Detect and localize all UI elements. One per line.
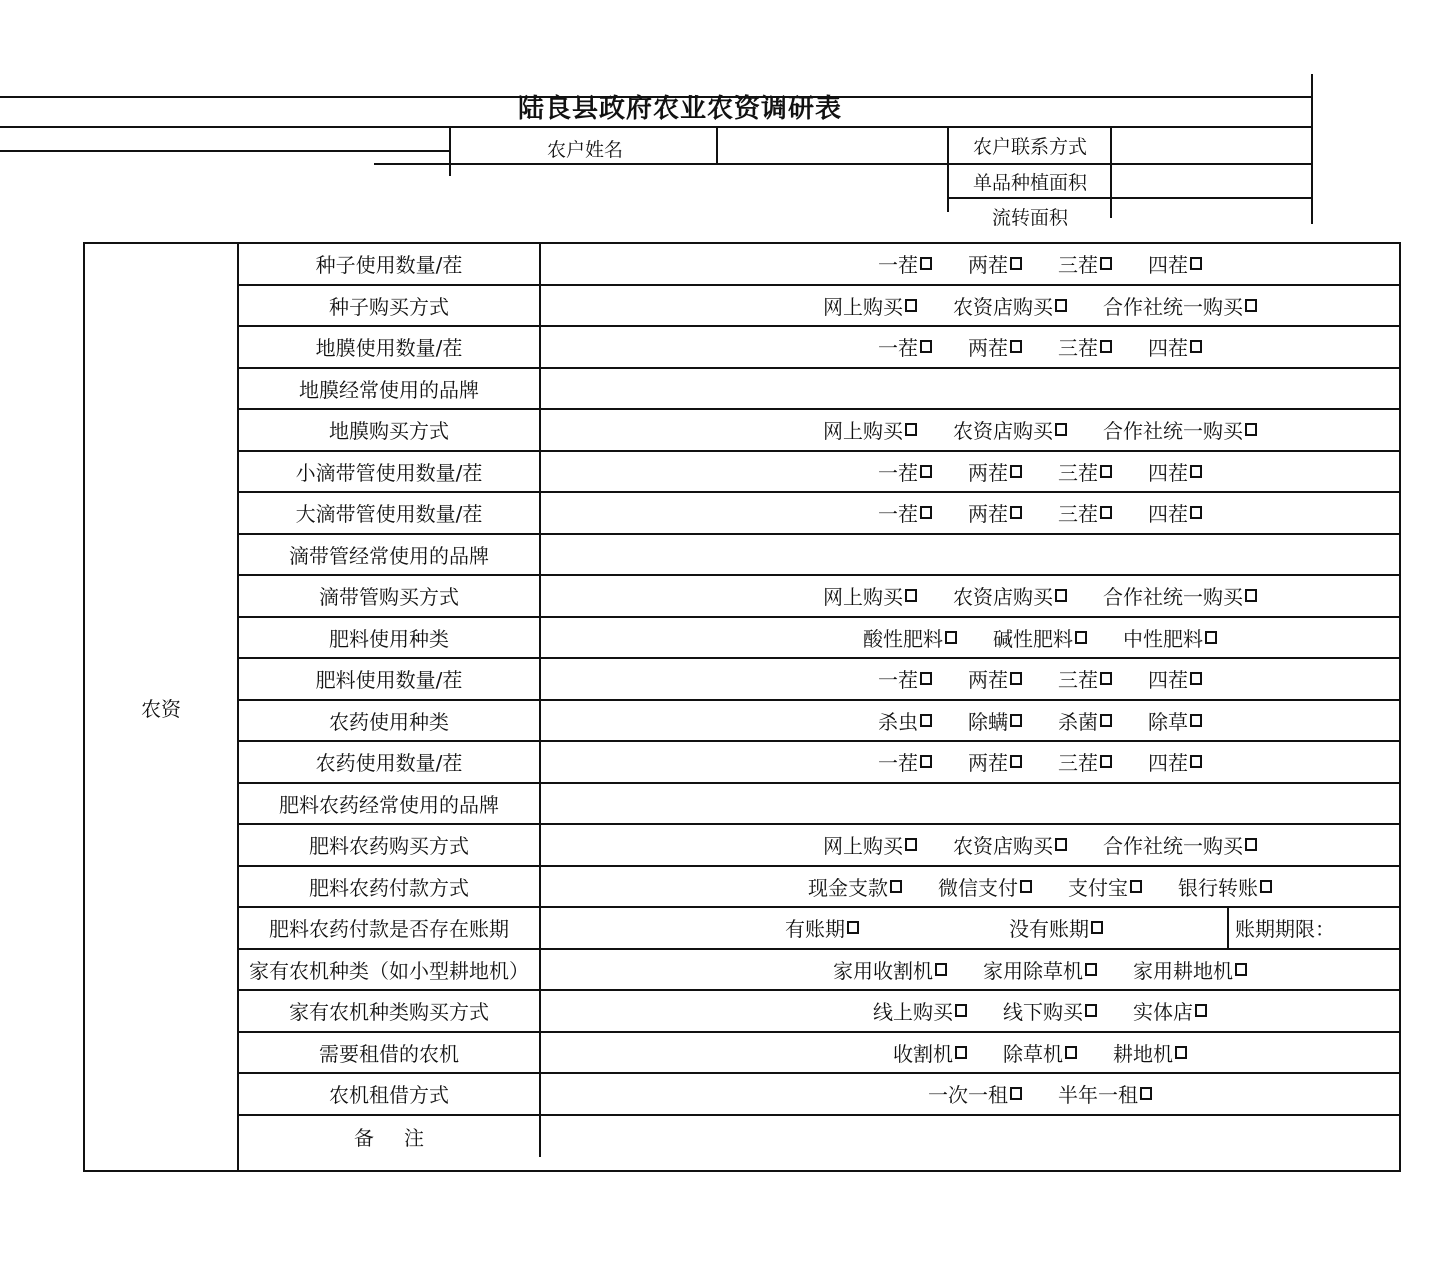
table-row — [239, 659, 1399, 701]
option-checkbox[interactable] — [823, 291, 917, 320]
option-checkbox[interactable] — [1058, 747, 1112, 776]
table-row — [239, 1074, 1399, 1116]
checkbox-square-icon[interactable] — [890, 880, 902, 893]
option-label: 三茬 — [1058, 502, 1098, 527]
table-row — [239, 369, 1399, 411]
option-label: 一茬 — [878, 502, 918, 527]
checkbox-square-icon[interactable] — [1091, 921, 1103, 934]
checkbox-square-icon[interactable] — [1010, 506, 1022, 519]
checkbox-square-icon[interactable] — [1190, 340, 1202, 353]
checkbox-square-icon[interactable] — [1020, 880, 1032, 893]
table-row — [239, 452, 1399, 494]
checkbox-square-icon[interactable] — [905, 838, 917, 851]
table-rows — [239, 244, 1399, 1170]
table-row — [239, 576, 1399, 618]
checkbox-square-icon[interactable] — [1085, 1004, 1097, 1017]
checkbox-square-icon[interactable] — [905, 589, 917, 602]
option-checkbox[interactable] — [1103, 830, 1257, 859]
option-checkbox[interactable] — [1058, 332, 1112, 361]
checkbox-square-icon[interactable] — [920, 506, 932, 519]
option-label: 微信支付 — [938, 875, 1018, 900]
checkbox-square-icon[interactable] — [1130, 880, 1142, 893]
checkbox-square-icon[interactable] — [1075, 631, 1087, 644]
option-label: 四茬 — [1148, 751, 1188, 776]
header-col-line-3 — [947, 128, 949, 212]
checkbox-square-icon[interactable] — [1100, 755, 1112, 768]
table-row — [239, 742, 1399, 784]
option-checkbox[interactable] — [1148, 706, 1202, 735]
checkbox-square-icon[interactable] — [1190, 755, 1202, 768]
option-checkbox[interactable] — [878, 664, 932, 693]
row-label: 地膜使用数量/茬 — [239, 327, 541, 367]
checkbox-square-icon[interactable] — [955, 1004, 967, 1017]
option-label: 三茬 — [1058, 253, 1098, 278]
option-label: 网上购买 — [823, 834, 903, 859]
option-group — [541, 908, 1227, 948]
checkbox-square-icon[interactable] — [1100, 506, 1112, 519]
agri-supplies-table — [83, 242, 1401, 1172]
checkbox-square-icon[interactable] — [1100, 257, 1112, 270]
checkbox-square-icon[interactable] — [1260, 880, 1272, 893]
option-checkbox[interactable] — [785, 913, 859, 942]
term-label[interactable]: 账期期限： — [1227, 908, 1399, 948]
option-label: 四茬 — [1148, 253, 1188, 278]
option-label: 两茬 — [968, 751, 1008, 776]
checkbox-square-icon[interactable] — [905, 299, 917, 312]
option-group — [541, 286, 1399, 326]
option-label: 三茬 — [1058, 751, 1098, 776]
checkbox-square-icon[interactable] — [1010, 1087, 1022, 1100]
header-col-line-4 — [1110, 128, 1112, 218]
header-row-line-1 — [0, 126, 1313, 128]
checkbox-square-icon[interactable] — [1140, 1087, 1152, 1100]
table-row — [239, 908, 1399, 950]
page-title: 陆良县政府农业农资调研表 — [517, 94, 842, 124]
row-label: 大滴带管使用数量/茬 — [239, 493, 541, 533]
option-label: 酸性肥料 — [863, 626, 943, 651]
header-col-line-1 — [449, 128, 451, 176]
checkbox-square-icon[interactable] — [1055, 589, 1067, 602]
checkbox-square-icon[interactable] — [920, 257, 932, 270]
checkbox-square-icon[interactable] — [920, 465, 932, 478]
option-label: 除草机 — [1003, 1041, 1063, 1066]
option-checkbox[interactable] — [968, 664, 1022, 693]
option-checkbox[interactable] — [1103, 581, 1257, 610]
checkbox-square-icon[interactable] — [1100, 714, 1112, 727]
row-label: 备注 — [239, 1116, 541, 1158]
option-checkbox[interactable] — [993, 623, 1087, 652]
table-row — [239, 1116, 1399, 1158]
option-label: 碱性肥料 — [993, 626, 1073, 651]
checkbox-square-icon[interactable] — [920, 672, 932, 685]
option-label: 家用耕地机 — [1133, 958, 1233, 983]
farmer-contact-label: 农户联系方式 — [972, 136, 1087, 158]
option-group — [541, 576, 1399, 616]
checkbox-square-icon[interactable] — [1065, 1046, 1077, 1059]
option-label: 四茬 — [1148, 336, 1188, 361]
option-label: 一次一租 — [928, 1083, 1008, 1108]
option-label: 一茬 — [878, 460, 918, 485]
option-label: 网上购买 — [823, 294, 903, 319]
checkbox-square-icon[interactable] — [935, 963, 947, 976]
option-label: 收割机 — [893, 1041, 953, 1066]
blank-entry-field[interactable] — [541, 369, 1399, 409]
blank-entry-field[interactable] — [541, 1116, 1399, 1158]
option-checkbox[interactable] — [873, 996, 967, 1025]
option-label: 现金支款 — [808, 875, 888, 900]
option-label: 合作社统一购买 — [1103, 419, 1243, 444]
option-label: 半年一租 — [1058, 1083, 1138, 1108]
option-label: 中性肥料 — [1123, 626, 1203, 651]
option-checkbox[interactable] — [938, 872, 1032, 901]
option-checkbox[interactable] — [1178, 872, 1272, 901]
checkbox-square-icon[interactable] — [905, 423, 917, 436]
checkbox-square-icon[interactable] — [1010, 672, 1022, 685]
option-label: 除螨 — [968, 709, 1008, 734]
option-checkbox[interactable] — [1003, 1038, 1077, 1067]
option-label: 两茬 — [968, 502, 1008, 527]
option-label: 线下购买 — [1003, 1000, 1083, 1025]
option-checkbox[interactable] — [1068, 872, 1142, 901]
option-checkbox[interactable] — [1103, 415, 1257, 444]
option-label: 农资店购买 — [953, 419, 1053, 444]
checkbox-square-icon[interactable] — [1190, 672, 1202, 685]
option-label: 三茬 — [1058, 460, 1098, 485]
checkbox-square-icon[interactable] — [1055, 838, 1067, 851]
option-checkbox[interactable] — [1058, 249, 1112, 278]
option-group — [541, 410, 1399, 450]
row-label: 小滴带管使用数量/茬 — [239, 452, 541, 492]
row-label: 滴带管购买方式 — [239, 576, 541, 616]
option-label: 农资店购买 — [953, 585, 1053, 610]
row-label: 需要租借的农机 — [239, 1033, 541, 1073]
row-label: 种子购买方式 — [239, 286, 541, 326]
table-row — [239, 950, 1399, 992]
cut-off-label — [952, 203, 1108, 229]
table-row — [239, 535, 1399, 577]
option-label: 四茬 — [1148, 460, 1188, 485]
option-group — [541, 867, 1399, 907]
option-checkbox[interactable] — [833, 955, 947, 984]
table-row — [239, 825, 1399, 867]
option-checkbox[interactable] — [968, 706, 1022, 735]
checkbox-square-icon[interactable] — [1055, 423, 1067, 436]
option-checkbox[interactable] — [1148, 747, 1202, 776]
row-label: 家有农机种类购买方式 — [239, 991, 541, 1031]
split-cell — [541, 908, 1399, 948]
row-label: 肥料农药经常使用的品牌 — [239, 784, 541, 824]
option-label: 银行转账 — [1178, 875, 1258, 900]
option-label: 一茬 — [878, 668, 918, 693]
option-checkbox[interactable] — [928, 1079, 1022, 1108]
option-label: 合作社统一购买 — [1103, 834, 1243, 859]
option-checkbox[interactable] — [1058, 664, 1112, 693]
option-label: 两茬 — [968, 460, 1008, 485]
option-checkbox[interactable] — [893, 1038, 967, 1067]
option-checkbox[interactable] — [1058, 1079, 1152, 1108]
checkbox-square-icon[interactable] — [1085, 963, 1097, 976]
option-label: 合作社统一购买 — [1103, 294, 1243, 319]
option-label: 家用收割机 — [833, 958, 933, 983]
row-label: 肥料使用数量/茬 — [239, 659, 541, 699]
header-row-line-2 — [0, 150, 449, 152]
option-checkbox[interactable] — [968, 332, 1022, 361]
checkbox-square-icon[interactable] — [1190, 257, 1202, 270]
option-checkbox[interactable] — [968, 457, 1022, 486]
checkbox-square-icon[interactable] — [1100, 340, 1112, 353]
option-label: 两茬 — [968, 668, 1008, 693]
option-checkbox[interactable] — [968, 249, 1022, 278]
option-checkbox[interactable] — [1058, 457, 1112, 486]
option-checkbox[interactable] — [878, 249, 932, 278]
option-label: 三茬 — [1058, 668, 1098, 693]
option-label: 有账期 — [785, 917, 845, 942]
checkbox-square-icon[interactable] — [1010, 465, 1022, 478]
option-label: 没有账期 — [1009, 917, 1089, 942]
checkbox-square-icon[interactable] — [1010, 755, 1022, 768]
option-label: 一茬 — [878, 336, 918, 361]
option-group — [541, 244, 1399, 284]
blank-entry-field[interactable] — [541, 535, 1399, 575]
option-group — [541, 991, 1399, 1031]
checkbox-square-icon[interactable] — [920, 340, 932, 353]
single-crop-area-label: 单品种植面积 — [972, 172, 1087, 194]
option-group — [541, 1033, 1399, 1073]
option-checkbox[interactable] — [968, 747, 1022, 776]
option-label: 家用除草机 — [983, 958, 1083, 983]
option-group — [541, 493, 1399, 533]
checkbox-square-icon[interactable] — [1190, 465, 1202, 478]
option-label: 三茬 — [1058, 336, 1098, 361]
option-label: 四茬 — [1148, 668, 1188, 693]
category-cell: 农资 — [85, 244, 239, 1170]
option-checkbox[interactable] — [863, 623, 957, 652]
table-row — [239, 286, 1399, 328]
blank-entry-field[interactable] — [541, 784, 1399, 824]
checkbox-square-icon[interactable] — [1205, 631, 1217, 644]
row-label: 滴带管经常使用的品牌 — [239, 535, 541, 575]
row-label: 家有农机种类（如小型耕地机） — [239, 950, 541, 990]
checkbox-square-icon[interactable] — [1235, 963, 1247, 976]
option-checkbox[interactable] — [1148, 332, 1202, 361]
option-checkbox[interactable] — [953, 581, 1067, 610]
option-label: 两茬 — [968, 253, 1008, 278]
checkbox-square-icon[interactable] — [920, 755, 932, 768]
option-checkbox[interactable] — [878, 706, 932, 735]
table-row — [239, 410, 1399, 452]
option-label: 网上购买 — [823, 419, 903, 444]
table-row — [239, 867, 1399, 909]
option-checkbox[interactable] — [878, 498, 932, 527]
checkbox-square-icon[interactable] — [920, 714, 932, 727]
option-group — [541, 1074, 1399, 1114]
checkbox-square-icon[interactable] — [1195, 1004, 1207, 1017]
option-group — [541, 701, 1399, 741]
row-label: 地膜经常使用的品牌 — [239, 369, 541, 409]
option-checkbox[interactable] — [953, 830, 1067, 859]
option-group — [541, 950, 1399, 990]
option-label: 四茬 — [1148, 502, 1188, 527]
checkbox-square-icon[interactable] — [1100, 672, 1112, 685]
option-checkbox[interactable] — [1148, 498, 1202, 527]
option-checkbox[interactable] — [823, 581, 917, 610]
option-label: 杀虫 — [878, 709, 918, 734]
option-checkbox[interactable] — [1133, 955, 1247, 984]
option-label: 合作社统一购买 — [1103, 585, 1243, 610]
checkbox-square-icon[interactable] — [1010, 340, 1022, 353]
option-checkbox[interactable] — [808, 872, 902, 901]
option-label: 农资店购买 — [953, 834, 1053, 859]
checkbox-square-icon[interactable] — [1010, 714, 1022, 727]
table-row — [239, 784, 1399, 826]
table-row — [239, 701, 1399, 743]
option-checkbox[interactable] — [1148, 664, 1202, 693]
option-group — [541, 659, 1399, 699]
checkbox-square-icon[interactable] — [1010, 257, 1022, 270]
option-checkbox[interactable] — [953, 415, 1067, 444]
option-checkbox[interactable] — [1009, 913, 1103, 942]
header-row-line-3 — [374, 163, 1312, 165]
option-checkbox[interactable] — [878, 332, 932, 361]
option-checkbox[interactable] — [1123, 623, 1217, 652]
checkbox-square-icon[interactable] — [955, 1046, 967, 1059]
header-row-line-4 — [947, 197, 1313, 199]
row-label: 种子使用数量/茬 — [239, 244, 541, 284]
option-label: 实体店 — [1133, 1000, 1193, 1025]
checkbox-square-icon[interactable] — [1055, 299, 1067, 312]
option-checkbox[interactable] — [878, 747, 932, 776]
option-label: 除草 — [1148, 709, 1188, 734]
row-label: 农药使用数量/茬 — [239, 742, 541, 782]
option-label: 两茬 — [968, 336, 1008, 361]
option-group — [541, 742, 1399, 782]
header-col-line-2 — [716, 128, 718, 164]
option-label: 农资店购买 — [953, 294, 1053, 319]
option-label: 耕地机 — [1113, 1041, 1173, 1066]
option-label: 线上购买 — [873, 1000, 953, 1025]
table-row — [239, 618, 1399, 660]
option-label: 一茬 — [878, 253, 918, 278]
option-checkbox[interactable] — [1103, 291, 1257, 320]
option-checkbox[interactable] — [1058, 706, 1112, 735]
option-checkbox[interactable] — [953, 291, 1067, 320]
row-label: 肥料使用种类 — [239, 618, 541, 658]
checkbox-square-icon[interactable] — [847, 921, 859, 934]
option-checkbox[interactable] — [1148, 249, 1202, 278]
option-checkbox[interactable] — [1148, 457, 1202, 486]
option-group — [541, 825, 1399, 865]
option-checkbox[interactable] — [983, 955, 1097, 984]
option-checkbox[interactable] — [1133, 996, 1207, 1025]
row-label: 肥料农药购买方式 — [239, 825, 541, 865]
table-row — [239, 244, 1399, 286]
option-checkbox[interactable] — [823, 830, 917, 859]
farmer-name-label: 农户姓名 — [546, 139, 623, 161]
row-label: 肥料农药付款是否存在账期 — [239, 908, 541, 948]
checkbox-square-icon[interactable] — [1190, 506, 1202, 519]
checkbox-square-icon[interactable] — [945, 631, 957, 644]
checkbox-square-icon[interactable] — [1245, 423, 1257, 436]
table-row — [239, 327, 1399, 369]
option-checkbox[interactable] — [1003, 996, 1097, 1025]
checkbox-square-icon[interactable] — [1175, 1046, 1187, 1059]
option-label: 一茬 — [878, 751, 918, 776]
option-checkbox[interactable] — [823, 415, 917, 444]
row-label: 肥料农药付款方式 — [239, 867, 541, 907]
option-label: 杀菌 — [1058, 709, 1098, 734]
checkbox-square-icon[interactable] — [1245, 838, 1257, 851]
table-row — [239, 991, 1399, 1033]
row-label: 农机租借方式 — [239, 1074, 541, 1114]
row-label: 农药使用种类 — [239, 701, 541, 741]
table-row — [239, 493, 1399, 535]
option-label: 支付宝 — [1068, 875, 1128, 900]
table-row — [239, 1033, 1399, 1075]
option-label: 网上购买 — [823, 585, 903, 610]
option-checkbox[interactable] — [968, 498, 1022, 527]
option-group — [541, 618, 1399, 658]
cut-off-label-text: 流转面积 — [991, 207, 1068, 229]
option-group — [541, 452, 1399, 492]
checkbox-square-icon[interactable] — [1245, 299, 1257, 312]
checkbox-square-icon[interactable] — [1190, 714, 1202, 727]
top-right-border — [1311, 74, 1313, 224]
option-checkbox[interactable] — [878, 457, 932, 486]
checkbox-square-icon[interactable] — [1245, 589, 1257, 602]
option-group — [541, 327, 1399, 367]
checkbox-square-icon[interactable] — [1100, 465, 1112, 478]
option-checkbox[interactable] — [1113, 1038, 1187, 1067]
option-checkbox[interactable] — [1058, 498, 1112, 527]
row-label: 地膜购买方式 — [239, 410, 541, 450]
